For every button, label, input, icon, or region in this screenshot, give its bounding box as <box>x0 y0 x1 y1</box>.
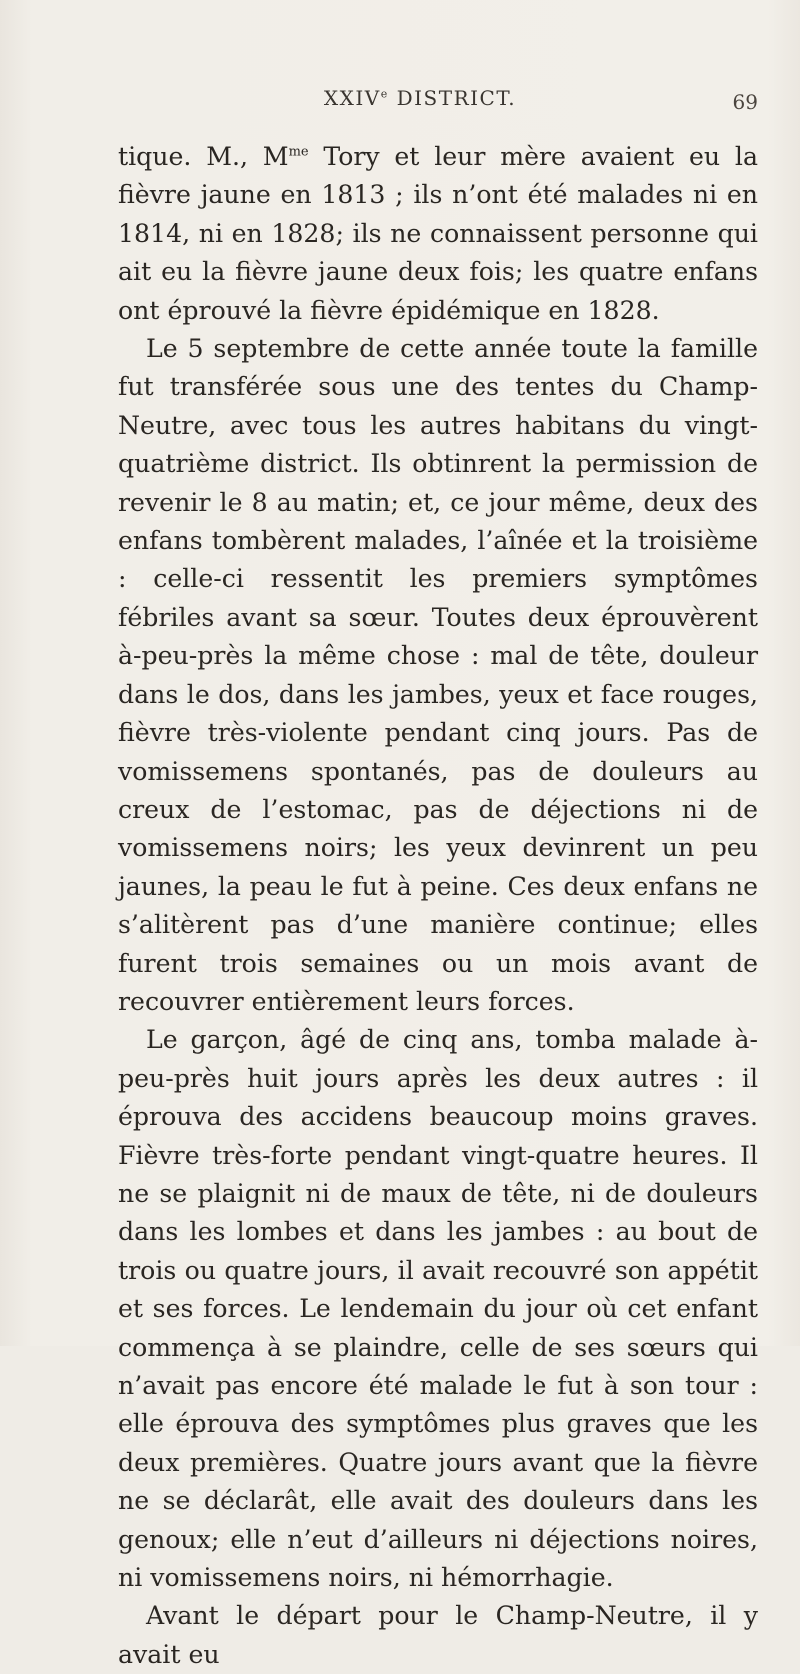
paragraph-3: Le garçon, âgé de cinq ans, tomba malade à-peu-près huit jours après les deux autres : il éprouva des accidens beaucoup moins graves. Fièvre très-forte pendant vingt-quatre heures. Il ne se plaignit ni de maux de tête, ni de douleurs dans les lombes et dans les jambes : au bout de trois ou quatre jours, il avait recouvré son appétit et ses forces. Le lendemain du jour où cet enfant commença à se plaindre, celle de ses sœurs qui n’avait pas encore été malade le fut à son tour : elle éprouva des symptômes plus graves que les deux premières. Quatre jours avant que la fièvre ne se déclarât, elle avait des douleurs dans les genoux; elle n’eut d’ailleurs ni déjections noires, ni vomissemens noirs, ni hémorrhagie. <box>118 1025 758 1593</box>
paragraph-2: Le 5 septembre de cette année toute la famille fut transférée sous une des tentes du Champ-Neutre, avec tous les autres habitans du vingt-quatrième district. Ils obtinrent la permission de revenir le 8 au matin; et, ce jour même, deux des enfans tombèrent malades, l’aînée et la troisième : celle-ci ressentit les premiers symptômes fébriles avant sa sœur. Toutes deux éprouvèrent à-peu-près la même chose : mal de tête, douleur dans le dos, dans les jambes, yeux et face rouges, fièvre très-violente pendant cinq jours. Pas de vomissemens spontanés, pas de douleurs au creux de l’estomac, pas de déjections ni de vomissemens noirs; les yeux devinrent un peu jaunes, la peau le fut à peine. Ces deux enfans ne s’alitèrent pas d’une manière continue; elles furent trois semaines ou un mois avant de recouvrer entièrement leurs forces. <box>118 334 758 1016</box>
body-text <box>118 138 758 1674</box>
running-head <box>120 86 758 122</box>
paragraph-1-rest: Tory et leur mère avaient eu la fièvre jaune en 1813 ; ils n’ont été malades ni en 1814, ni en 1828; ils ne connaissent personne qui ait eu la fièvre jaune deux fois; les quatre enfans ont éprouvé la fièvre épidémique en 1828. <box>118 142 758 325</box>
paragraph-4: Avant le départ pour le Champ-Neutre, il y avait eu <box>118 1601 758 1669</box>
district-suffix: e <box>380 87 389 101</box>
district-number: XXIV <box>323 86 381 110</box>
running-title <box>120 86 720 110</box>
district-word: DISTRICT. <box>396 86 517 110</box>
page-number: 69 <box>732 90 758 114</box>
paragraph-1 <box>118 138 758 330</box>
paragraph-1-superscript: me <box>288 144 309 160</box>
paragraph-1-start: tique. M., M <box>118 142 289 171</box>
